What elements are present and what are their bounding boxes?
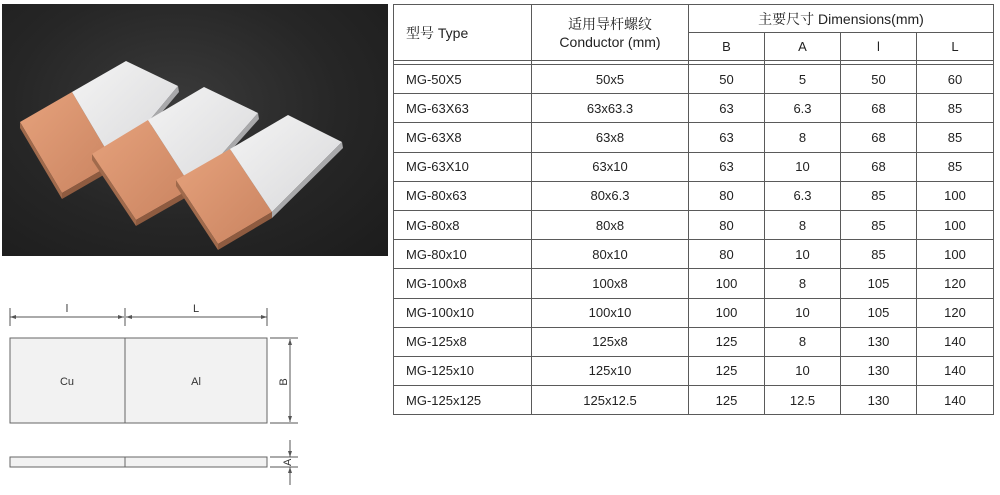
cell-a: 10: [765, 298, 841, 327]
cell-conductor: 80x6.3: [532, 181, 689, 210]
header-conductor: [532, 5, 689, 61]
cell-b: 80: [689, 181, 765, 210]
product-photo: [2, 4, 388, 256]
cell-conductor: 63x8: [532, 123, 689, 152]
cell-l: 140: [917, 356, 994, 385]
cell-b: 50: [689, 65, 765, 94]
cell-l-small: 130: [841, 386, 917, 415]
cell-conductor: 50x5: [532, 65, 689, 94]
cell-l: 140: [917, 327, 994, 356]
header-col-a: A: [765, 33, 841, 61]
table-row: [394, 123, 994, 152]
cell-l-small: 85: [841, 240, 917, 269]
table-row: [394, 181, 994, 210]
header-row: [394, 5, 994, 33]
cell-model: MG-50X5: [394, 65, 532, 94]
table-row: [394, 240, 994, 269]
dim-label-b: B: [278, 378, 290, 386]
cell-a: 8: [765, 269, 841, 298]
cell-a: 8: [765, 210, 841, 239]
cell-b: 100: [689, 269, 765, 298]
bimetal-plates-illustration: [2, 4, 388, 256]
cell-conductor: 63x10: [532, 152, 689, 181]
cell-l-small: 130: [841, 327, 917, 356]
table-row: [394, 298, 994, 327]
cell-l: 60: [917, 65, 994, 94]
cell-conductor: 125x8: [532, 327, 689, 356]
cell-b: 63: [689, 152, 765, 181]
table-row: [394, 386, 994, 415]
cell-model: MG-100x8: [394, 269, 532, 298]
cell-l: 85: [917, 94, 994, 123]
cell-a: 10: [765, 240, 841, 269]
cell-a: 10: [765, 152, 841, 181]
header-conductor-en: Conductor (mm): [559, 33, 661, 50]
cell-a: 8: [765, 123, 841, 152]
cell-b: 125: [689, 356, 765, 385]
cell-conductor: 80x8: [532, 210, 689, 239]
cell-b: 125: [689, 327, 765, 356]
cell-l-small: 85: [841, 210, 917, 239]
cell-l: 120: [917, 298, 994, 327]
cell-model: MG-80x63: [394, 181, 532, 210]
cell-model: MG-63X10: [394, 152, 532, 181]
cell-l: 100: [917, 181, 994, 210]
table-row: [394, 327, 994, 356]
cell-l-small: 130: [841, 356, 917, 385]
cell-a: 12.5: [765, 386, 841, 415]
table-row: [394, 152, 994, 181]
cell-b: 100: [689, 298, 765, 327]
cell-l-small: 105: [841, 269, 917, 298]
spec-table: [393, 4, 994, 415]
cell-conductor: 100x8: [532, 269, 689, 298]
cell-l: 120: [917, 269, 994, 298]
cell-conductor: 125x10: [532, 356, 689, 385]
cell-conductor: 125x12.5: [532, 386, 689, 415]
cell-conductor: 100x10: [532, 298, 689, 327]
label-cu: Cu: [59, 376, 75, 388]
cell-l: 85: [917, 152, 994, 181]
dim-label-a: A: [282, 458, 294, 466]
cell-b: 63: [689, 94, 765, 123]
cell-model: MG-80x10: [394, 240, 532, 269]
table-row: [394, 356, 994, 385]
cell-model: MG-125x10: [394, 356, 532, 385]
table-row: [394, 65, 994, 94]
cell-l-small: 50: [841, 65, 917, 94]
cell-l: 100: [917, 240, 994, 269]
dim-label-l: l: [65, 303, 69, 315]
cell-b: 125: [689, 386, 765, 415]
cell-conductor: 80x10: [532, 240, 689, 269]
cell-l-small: 105: [841, 298, 917, 327]
table-row: [394, 94, 994, 123]
table-row: [394, 269, 994, 298]
header-model: 型号 Type: [394, 5, 532, 61]
cell-l-small: 68: [841, 94, 917, 123]
label-al: Al: [191, 376, 201, 388]
header-dimensions: 主要尺寸 Dimensions(mm): [689, 5, 994, 33]
header-col-l: L: [917, 33, 994, 61]
cell-a: 6.3: [765, 181, 841, 210]
table-row: [394, 210, 994, 239]
cell-model: MG-125x8: [394, 327, 532, 356]
cell-b: 63: [689, 123, 765, 152]
cell-conductor: 63x63.3: [532, 94, 689, 123]
cell-model: MG-100x10: [394, 298, 532, 327]
cell-l: 140: [917, 386, 994, 415]
cell-l-small: 68: [841, 152, 917, 181]
cell-a: 10: [765, 356, 841, 385]
header-col-l-small: l: [841, 33, 917, 61]
cell-model: MG-63X63: [394, 94, 532, 123]
cell-a: 6.3: [765, 94, 841, 123]
cell-model: MG-63X8: [394, 123, 532, 152]
cell-l-small: 85: [841, 181, 917, 210]
cell-l: 85: [917, 123, 994, 152]
cell-model: MG-80x8: [394, 210, 532, 239]
cell-l-small: 68: [841, 123, 917, 152]
header-conductor-cn: 适用导杆螺纹: [568, 15, 652, 32]
cell-l: 100: [917, 210, 994, 239]
cell-a: 8: [765, 327, 841, 356]
dimension-drawing: [0, 290, 305, 490]
cell-b: 80: [689, 210, 765, 239]
dim-label-L: L: [192, 303, 200, 315]
header-col-b: B: [689, 33, 765, 61]
cell-b: 80: [689, 240, 765, 269]
cell-a: 5: [765, 65, 841, 94]
cell-model: MG-125x125: [394, 386, 532, 415]
